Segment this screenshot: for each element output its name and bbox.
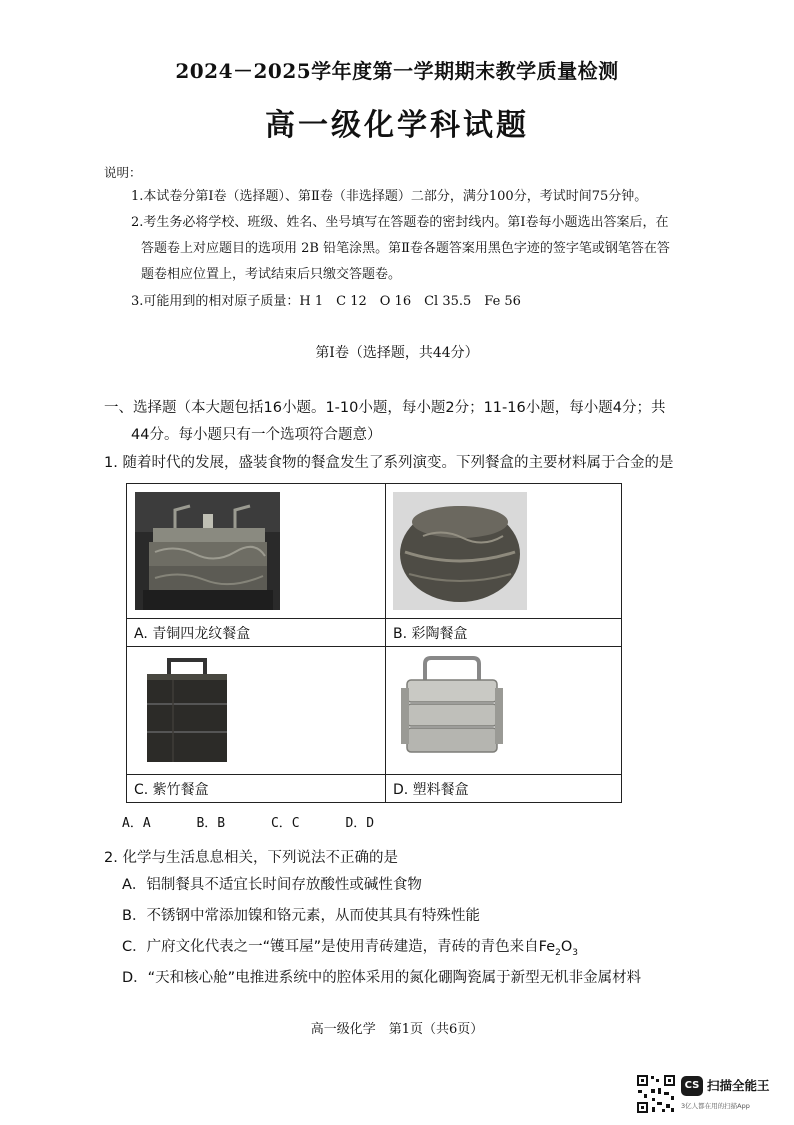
note-2: 2.考生务必将学校、班级、姓名、坐号填写在答题卷的密封线内。第Ⅰ卷每小题选出答案后，在 xyxy=(131,215,669,230)
question-2-stem: 2. 化学与生活息息相关，下列说法不正确的是 xyxy=(104,850,398,866)
section-title: 第Ⅰ卷（选择题，共44分） xyxy=(315,345,479,361)
fe2o3-formula: $Fe_2O_3$ xyxy=(538,939,579,958)
q1-answer-options xyxy=(122,812,412,831)
q2-option-b: B．不锈钢中常添加镍和铬元素，从而使其具有特殊性能 xyxy=(122,908,480,924)
option-a-caption: A. 青铜四龙纹餐盒 xyxy=(134,626,251,642)
answer-option-b: B．B xyxy=(196,816,226,831)
subject-title: 高一级化学科试题 xyxy=(265,108,529,143)
q2-option-c xyxy=(122,935,578,965)
option-c-caption: C. 紫竹餐盒 xyxy=(134,782,209,798)
q2-option-d: D．“天和核心舱”电推进系统中的腔体采用的氮化硼陶瓷属于新型无机非金属材料 xyxy=(122,970,642,986)
qr-code-icon xyxy=(636,1074,676,1114)
page-footer: 高一级化学 第1页（共6页） xyxy=(310,1022,484,1037)
answer-option-a: A．A xyxy=(122,816,151,831)
option-b-caption: B. 彩陶餐盒 xyxy=(393,626,468,642)
pottery-box-image xyxy=(393,492,527,610)
note-2-cont2: 题卷相应位置上，考试结束后只缴交答题卷。 xyxy=(141,267,402,282)
q1-option-table xyxy=(126,483,622,803)
table-divider xyxy=(127,774,621,775)
option-d-caption: D. 塑料餐盒 xyxy=(393,782,469,798)
answer-option-c: C．C xyxy=(270,816,300,831)
scanner-app-name: 扫描全能王 xyxy=(707,1078,770,1093)
table-divider-vertical xyxy=(385,484,386,802)
section-instruction-cont: 44分。每小题只有一个选项符合题意） xyxy=(131,427,382,443)
q2-option-c-text: C．广府文化代表之一“镬耳屋”是使用青砖建造，青砖的青色来自 xyxy=(122,939,539,955)
note-1: 1.本试卷分第Ⅰ卷（选择题）、第Ⅱ卷（非选择题）二部分，满分100分，考试时间75分钟。 xyxy=(131,189,648,204)
exam-title: 2024－2025学年度第一学期期末教学质量检测 xyxy=(175,59,619,83)
table-divider xyxy=(127,618,621,619)
scanner-slogan: 3亿人都在用的扫描App xyxy=(681,1102,750,1110)
answer-option-d: D．D xyxy=(345,816,375,831)
table-divider xyxy=(127,646,621,647)
bamboo-box-image xyxy=(137,654,237,766)
bronze-box-image xyxy=(135,492,280,610)
section-instruction: 一、选择题（本大题包括16小题。1-10小题，每小题2分；11-16小题，每小题4分；共 xyxy=(104,400,666,416)
question-1-stem: 1. 随着时代的发展，盛装食物的餐盒发生了系列演变。下列餐盒的主要材料属于合金的是 xyxy=(104,455,674,471)
scanner-logo-icon: CS xyxy=(681,1076,703,1096)
note-2-cont: 答题卷上对应题目的选项用 2B 铅笔涂黑。第Ⅱ卷各题答案用黑色字迹的签字笔或钢笔答在答 xyxy=(141,241,670,256)
note-3: 3.可能用到的相对原子质量：H 1 C 12 O 16 Cl 35.5 Fe 56 xyxy=(131,294,521,309)
plastic-box-image xyxy=(397,654,507,766)
notes-heading: 说明： xyxy=(104,165,142,180)
q2-option-a: A．铝制餐具不适宜长时间存放酸性或碱性食物 xyxy=(122,877,422,893)
